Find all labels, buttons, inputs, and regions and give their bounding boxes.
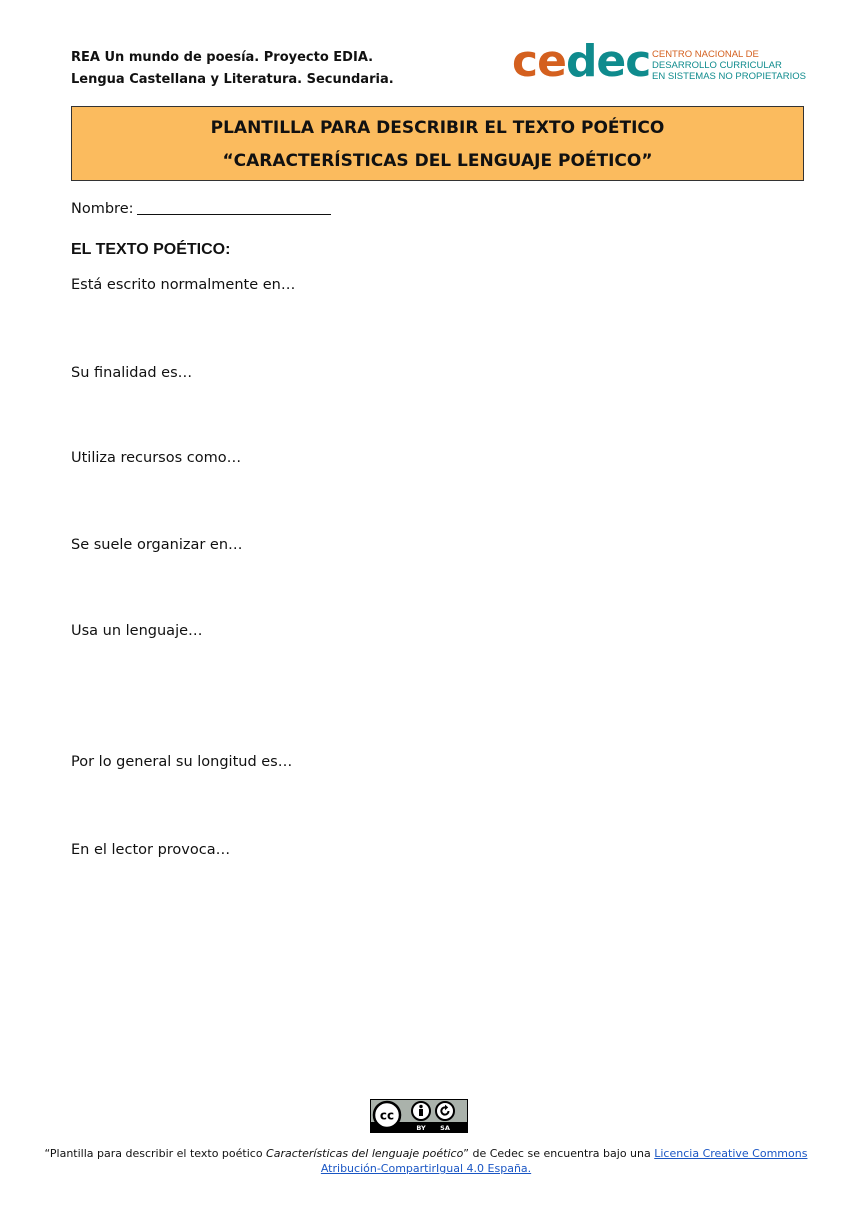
logo-sub-line-1: CENTRO NACIONAL DE xyxy=(652,49,759,60)
logo-sub-line-3: EN SISTEMAS NO PROPIETARIOS xyxy=(652,71,806,82)
prompt-lector: En el lector provoca… xyxy=(71,842,231,858)
prompt-lenguaje: Usa un lenguaje… xyxy=(71,623,203,639)
license-link-2[interactable]: Atribución-CompartirIgual 4.0 España. xyxy=(320,1162,532,1175)
footer-text-after: ” de Cedec se encuentra bajo una xyxy=(463,1147,651,1160)
title-box xyxy=(71,106,804,181)
cc-license-badge[interactable] xyxy=(370,1099,468,1133)
nombre-field xyxy=(71,200,331,217)
prompt-finalidad: Su finalidad es… xyxy=(71,365,193,381)
logo-wordmark xyxy=(512,36,650,88)
footer-text-before: “Plantilla para describir el texto poético xyxy=(44,1147,263,1160)
logo-subtitle xyxy=(652,49,806,82)
nombre-label: Nombre: xyxy=(71,201,134,217)
footer-line-1 xyxy=(40,1146,812,1161)
section-heading: EL TEXTO POÉTICO: xyxy=(71,241,231,258)
header-line-2: Lengua Castellana y Literatura. Secundaria. xyxy=(71,72,394,87)
prompt-escrito: Está escrito normalmente en… xyxy=(71,277,296,293)
prompt-recursos: Utiliza recursos como… xyxy=(71,450,242,466)
title-line-2: “CARACTERÍSTICAS DEL LENGUAJE POÉTICO” xyxy=(222,151,653,171)
cc-icon xyxy=(374,1102,400,1128)
license-link-1[interactable]: Licencia Creative Commons xyxy=(654,1147,808,1160)
svg-text:BY: BY xyxy=(416,1124,426,1132)
logo-word-teal: dec xyxy=(565,36,651,87)
cedec-logo xyxy=(512,36,812,90)
prompt-longitud: Por lo general su longitud es… xyxy=(71,754,293,770)
license-footer xyxy=(40,1146,812,1176)
title-line-1: PLANTILLA PARA DESCRIBIR EL TEXTO POÉTICO xyxy=(210,118,665,138)
nombre-blank-line[interactable] xyxy=(137,200,331,215)
document-header xyxy=(71,47,394,91)
footer-line-2 xyxy=(40,1161,812,1176)
logo-word-orange: ce xyxy=(512,36,566,87)
svg-text:SA: SA xyxy=(440,1124,450,1132)
svg-text:cc: cc xyxy=(379,1108,395,1123)
header-line-1: REA Un mundo de poesía. Proyecto EDIA. xyxy=(71,50,374,65)
logo-sub-line-2: DESARROLLO CURRICULAR xyxy=(652,60,782,71)
prompt-organizar: Se suele organizar en… xyxy=(71,537,243,553)
footer-italic-title: Características del lenguaje poético xyxy=(266,1147,464,1160)
